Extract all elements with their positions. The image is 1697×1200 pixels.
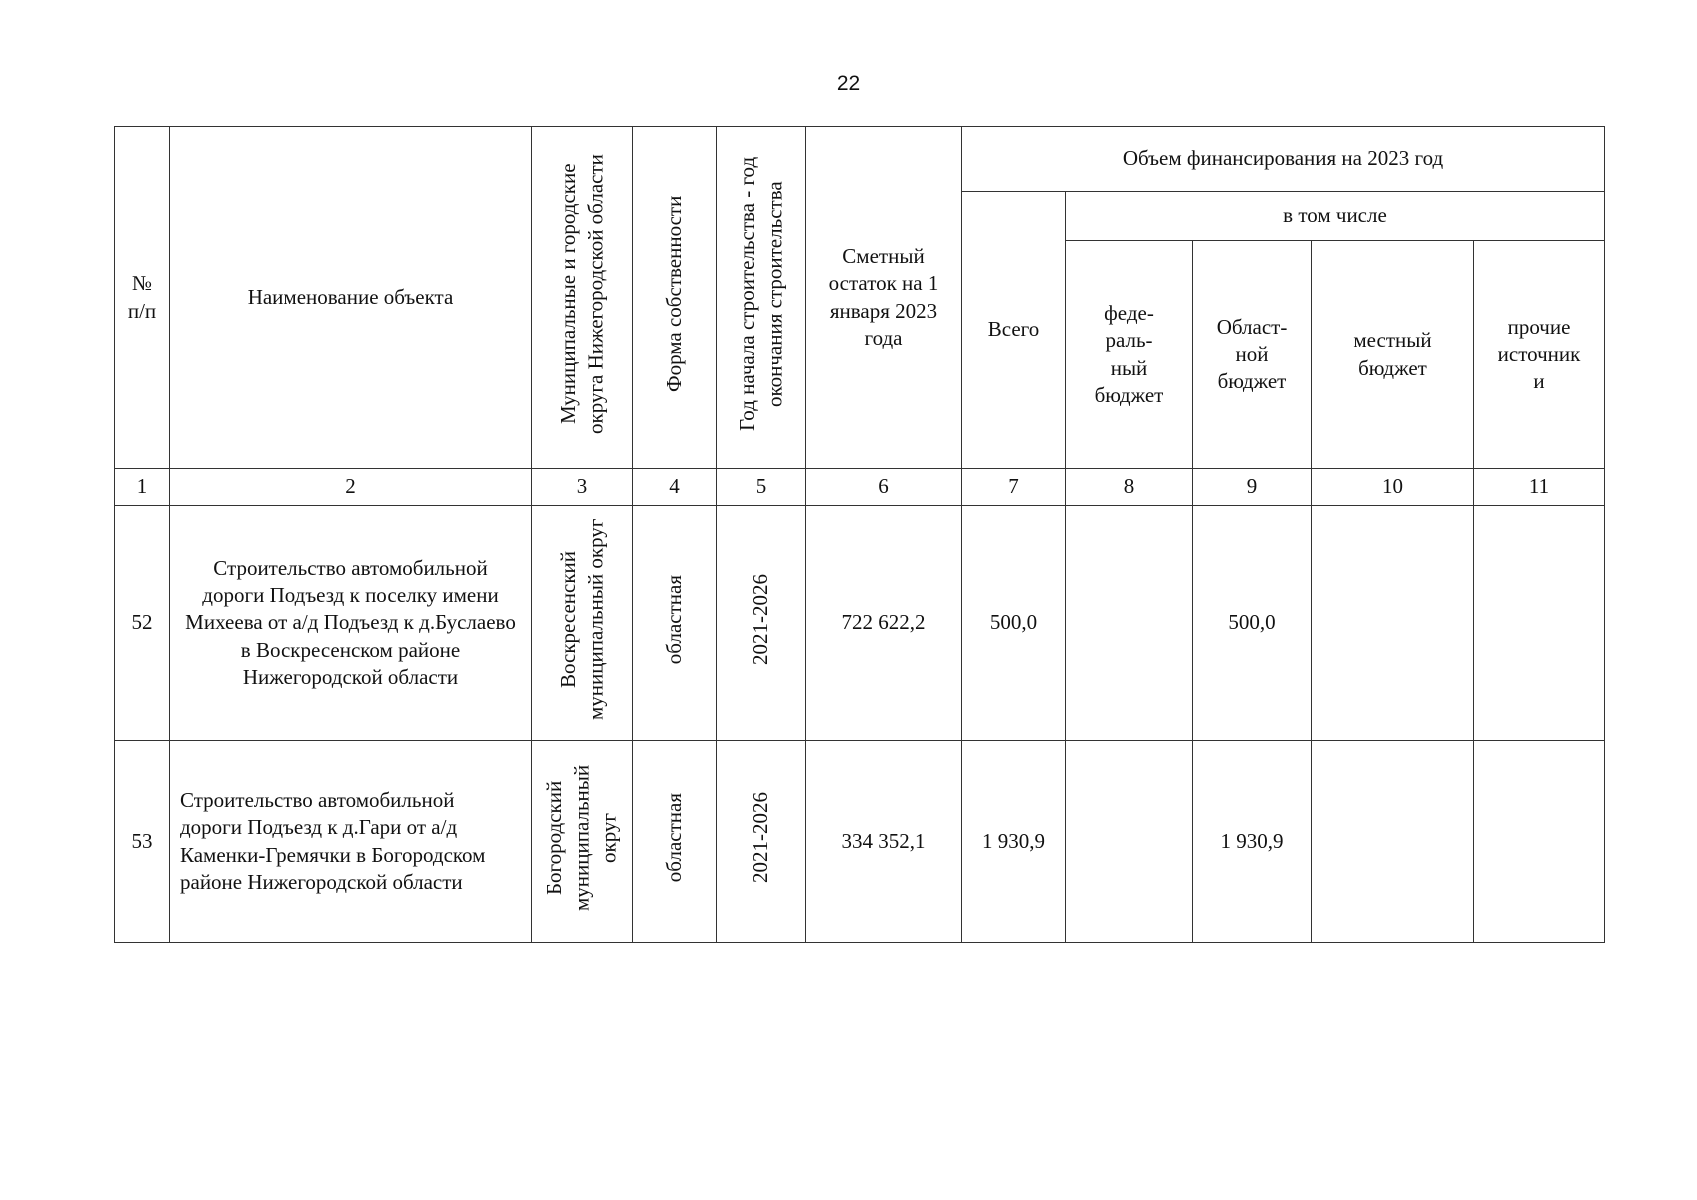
- row-object-name: Строительство автомобильной дороги Подъезд к д.Гари от а/д Каменки-Гремячки в Богородском районе Нижегородской области: [170, 741, 532, 943]
- table-row: [115, 741, 1605, 943]
- column-number: 6: [806, 469, 962, 506]
- header-balance: [806, 127, 962, 469]
- column-number: 3: [532, 469, 633, 506]
- row-years: [717, 506, 806, 741]
- header-other: [1474, 241, 1605, 469]
- header-object-name: [170, 127, 532, 469]
- header-years-label: Год начала строительства - год окончания строительства: [734, 156, 786, 431]
- row-municipal-label: Воскресенский муниципальный округ: [555, 518, 607, 721]
- row-local: [1312, 741, 1474, 943]
- header-including-label: в том числе: [1283, 203, 1387, 228]
- header-regional-label: Област- ной бюджет: [1216, 314, 1288, 394]
- header-regional: [1193, 241, 1312, 469]
- row-ownership: [633, 506, 717, 741]
- row-regional: 500,0: [1193, 506, 1312, 741]
- header-funding: [962, 127, 1605, 192]
- row-municipal-label: Богородский муниципальный округ: [542, 764, 621, 911]
- column-number: 1: [115, 469, 170, 506]
- row-ownership-label: областная: [661, 793, 686, 883]
- column-number: 9: [1193, 469, 1312, 506]
- row-ownership: [633, 741, 717, 943]
- header-municipal: [532, 127, 633, 469]
- row-municipal: [532, 506, 633, 741]
- header-funding-label: Объем финансирования на 2023 год: [1122, 146, 1444, 171]
- column-number: 7: [962, 469, 1066, 506]
- header-num-label: № п/п: [127, 271, 157, 323]
- header-local: [1312, 241, 1474, 469]
- row-years-label: 2021-2026: [748, 792, 773, 884]
- row-total: 500,0: [962, 506, 1066, 741]
- column-number: 10: [1312, 469, 1474, 506]
- header-num: [115, 127, 170, 469]
- row-object-name: Строительство автомобильной дороги Подъезд к поселку имени Михеева от а/д Подъезд к д.Буслаево в Воскресенском районе Нижегородской области: [170, 506, 532, 741]
- row-num: 53: [115, 741, 170, 943]
- header-federal-label: феде- раль- ный бюджет: [1094, 300, 1164, 407]
- column-number: 8: [1066, 469, 1193, 506]
- header-row-1: [115, 127, 1605, 192]
- page-number: 22: [836, 72, 861, 95]
- row-ownership-label: областная: [661, 574, 686, 664]
- row-federal: [1066, 506, 1193, 741]
- row-local: [1312, 506, 1474, 741]
- row-federal: [1066, 741, 1193, 943]
- column-number: 11: [1474, 469, 1605, 506]
- row-total: 1 930,9: [962, 741, 1066, 943]
- column-number-row: [115, 469, 1605, 506]
- row-other: [1474, 741, 1605, 943]
- row-years-label: 2021-2026: [748, 573, 773, 665]
- header-years: [717, 127, 806, 469]
- header-federal: [1066, 241, 1193, 469]
- header-object-name-label: Наименование объекта: [247, 284, 454, 309]
- row-years: [717, 741, 806, 943]
- row-balance: 334 352,1: [806, 741, 962, 943]
- row-other: [1474, 506, 1605, 741]
- header-total-label: Всего: [987, 317, 1040, 342]
- row-balance: 722 622,2: [806, 506, 962, 741]
- header-other-label: прочие источник и: [1497, 314, 1581, 394]
- financing-table: [114, 126, 1605, 943]
- row-municipal: [532, 741, 633, 943]
- row-num: 52: [115, 506, 170, 741]
- column-number: 5: [717, 469, 806, 506]
- header-local-label: местный бюджет: [1353, 328, 1432, 380]
- table-row: [115, 506, 1605, 741]
- header-including: [1066, 192, 1605, 241]
- header-balance-label: Сметный остаток на 1 января 2023 года: [828, 243, 939, 350]
- row-regional: 1 930,9: [1193, 741, 1312, 943]
- header-total: [962, 192, 1066, 469]
- column-number: 2: [170, 469, 532, 506]
- header-municipal-label: Муниципальные и городские округа Нижегородской области: [555, 153, 607, 434]
- header-ownership-label: Форма собственности: [661, 195, 686, 393]
- header-ownership: [633, 127, 717, 469]
- column-number: 4: [633, 469, 717, 506]
